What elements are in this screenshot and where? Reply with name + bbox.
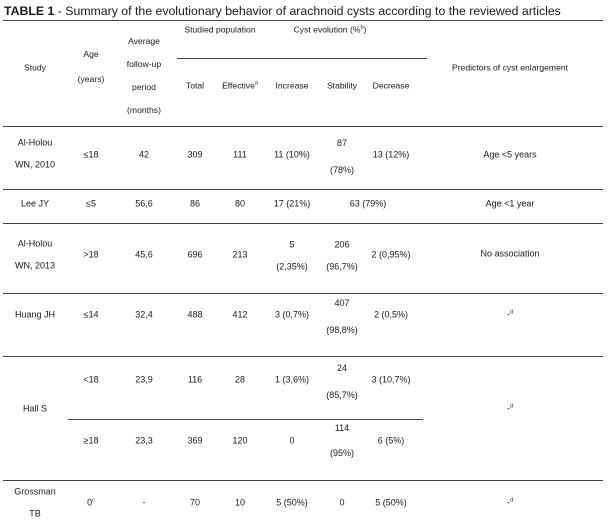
header-followup-line1: Average [128,36,160,46]
row-grossman-predictor [507,498,513,509]
stability-percent: (95%) [329,448,355,458]
predictor-dash: - [506,309,510,320]
row-alholou2013-study [15,239,55,272]
row-grossman-total: 70 [189,497,201,508]
header-age [78,49,105,85]
stability-percent: (98,8%) [326,325,358,335]
header-study: Study [24,62,46,73]
row-huang-followup: 32,4 [135,309,153,320]
increase-value: 5 [289,239,295,250]
row-alholou2013-followup: 45,6 [135,249,153,260]
stability-value: 87 [336,138,348,148]
row-hall-sub1-age: <18 [83,374,99,385]
rule-row-2 [3,223,603,224]
predictor-sup: d [509,403,514,410]
rule-row-3 [3,293,603,294]
header-followup-line2: follow-up [126,59,162,69]
row-hall-sub2-effective: 120 [232,435,248,446]
header-increase: Increase [275,80,309,91]
row-hall-sub1-effective: 28 [234,374,246,385]
row-alholou2013-effective: 213 [232,249,248,260]
row-huang-increase: 3 (0,7%) [274,309,310,320]
rule-top [3,20,603,21]
header-cyst-evolution-close: ) [363,24,367,35]
row-hall-sub1-decrease: 3 (10,7%) [371,374,411,385]
table-label: TABLE 1 [4,4,55,18]
rule-row-1 [3,189,603,190]
header-age-line2: (years) [77,74,105,84]
study-line2: WN, 2013 [14,260,56,271]
rule-subheader [177,58,427,59]
header-effective-sup: a [254,80,258,87]
row-alholou2010-age: ≤18 [83,149,99,160]
header-predictors: Predictors of cyst enlargement [451,62,569,73]
header-population: Studied population [184,24,256,35]
row-huang-study: Huang JH [14,309,56,320]
row-hall-sub2-followup: 23,3 [135,435,153,446]
row-alholou2010-increase: 11 (10%) [274,149,310,160]
row-hall-sub1-increase: 1 (3,6%) [274,374,310,385]
row-hall-study: Hall S [22,403,48,414]
predictor-dash: - [506,497,510,508]
row-grossman-decrease: 5 (50%) [375,497,407,508]
header-decrease: Decrease [372,80,410,91]
row-hall-sub2-stability [330,423,354,459]
row-grossman-study [14,487,56,520]
rule-hall-split [68,419,423,420]
row-lee-stability-decrease: 63 (79%) [349,198,387,209]
row-alholou2013-age: >18 [83,249,99,260]
row-huang-predictor [507,310,513,321]
row-alholou2013-stability [326,240,358,273]
row-hall-sub1-total: 116 [187,374,203,385]
row-huang-total: 488 [187,309,203,320]
header-cyst-evolution [294,25,367,36]
row-alholou2010-stability [330,138,354,176]
header-stability: Stability [326,80,358,91]
row-huang-decrease: 2 (0,5%) [373,309,409,320]
row-alholou2010-predictor: Age <5 years [483,149,537,160]
table-title: - Summary of the evolutionary behavior of arachnoid cysts according to the reviewed articles [54,4,561,18]
row-hall-sub1-stability [326,363,358,401]
stability-value: 24 [336,363,348,373]
row-hall-sub2-decrease: 6 (5%) [377,435,405,446]
header-followup [127,36,161,116]
study-line2: WN, 2010 [14,159,56,170]
age-sup: c [92,497,95,504]
row-grossman-followup: - [142,497,146,508]
study-line1: Al-Holou [17,137,53,148]
study-line1: Grossman [14,486,56,497]
row-grossman-effective: 10 [234,497,246,508]
row-lee-study: Lee JY [20,198,50,209]
row-huang-effective: 412 [232,309,248,320]
row-hall-sub2-age: ≥18 [83,435,99,446]
predictor-sup: d [509,309,514,316]
row-alholou2010-total: 309 [187,149,203,160]
rule-row-4 [3,356,603,357]
row-huang-stability [326,298,358,336]
increase-percent: (2,35%) [276,261,308,272]
header-effective-text: Effective [222,80,255,91]
row-hall-predictor [507,404,513,415]
row-alholou2010-decrease: 13 (12%) [372,149,410,160]
stability-percent: (96,7%) [326,261,358,272]
age-value: 0 [87,497,93,508]
row-lee-age: ≤5 [86,198,96,209]
row-alholou2010-followup: 42 [138,149,150,160]
row-alholou2010-effective: 111 [233,149,247,160]
stability-value: 114 [334,423,350,433]
study-line1: Al-Holou [17,238,53,249]
row-huang-age: ≤14 [83,309,99,320]
header-followup-line4: (months) [127,105,161,115]
row-hall-sub1-followup: 23,9 [135,374,153,385]
row-lee-followup: 56,6 [135,198,153,209]
header-cyst-evolution-sup: b [360,24,364,31]
table-caption [4,3,604,19]
row-lee-predictor: Age <1 year [485,198,535,209]
row-grossman-age [87,498,95,509]
header-total: Total [185,80,205,91]
row-alholou2013-predictor: No association [480,248,540,259]
row-alholou2010-study [15,138,55,171]
stability-value: 206 [334,239,350,250]
row-lee-increase: 17 (21%) [273,198,311,209]
header-cyst-evolution-text: Cyst evolution (% [293,24,361,35]
rule-header-bottom [3,126,603,127]
row-hall-sub2-increase: 0 [289,435,295,446]
row-alholou2013-increase [276,240,308,273]
row-hall-sub2-total: 369 [187,435,203,446]
rule-row-5 [3,480,603,481]
row-lee-total: 86 [189,198,201,209]
predictor-dash: - [506,403,510,414]
stability-value: 407 [334,298,350,308]
header-followup-line3: period [132,82,156,92]
row-alholou2013-decrease: 2 (0,95%) [371,249,411,260]
row-lee-effective: 80 [234,198,246,209]
header-effective [222,81,258,92]
row-grossman-stability: 0 [339,497,345,508]
predictor-sup: d [509,497,514,504]
study-line2: TB [29,508,41,519]
stability-percent: (85,7%) [326,390,358,400]
stability-percent: (78%) [329,165,355,175]
row-grossman-increase: 5 (50%) [276,497,308,508]
header-age-line1: Age [83,49,99,59]
row-alholou2013-total: 696 [187,249,203,260]
